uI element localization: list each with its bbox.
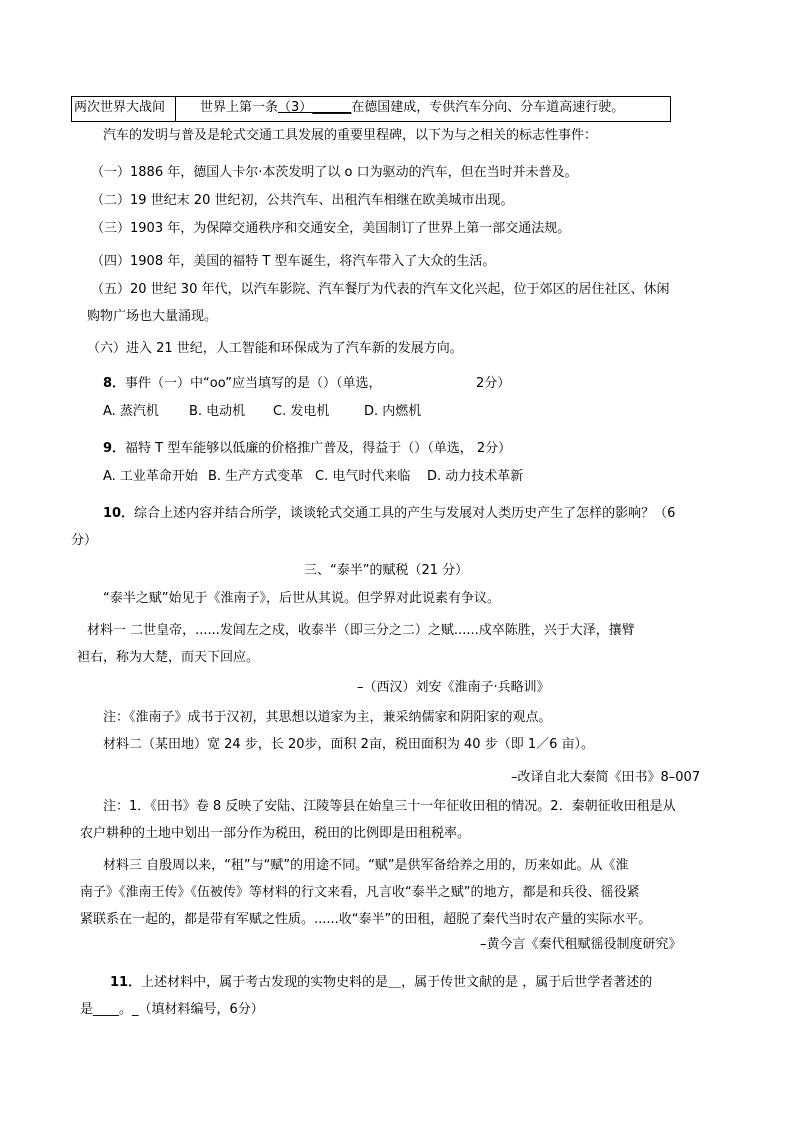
question-11 — [110, 973, 652, 993]
period-cell: 两次世界大战间 — [72, 97, 176, 121]
material-1-line2: 袒右，称为大楚，而天下回应。 — [77, 650, 260, 665]
question-10 — [103, 504, 675, 524]
event-5: （五）20 世纪 30 年代，以汽车影院、汽车餐厅为代表的汽车文化兴起，位于郊区的居住社区、休闲 — [91, 282, 670, 297]
q9-number: 9． — [103, 441, 126, 456]
event-table-row — [71, 96, 671, 122]
event-cell — [200, 97, 624, 119]
q10-number: 10． — [103, 506, 135, 521]
q8-number: 8． — [103, 376, 126, 391]
event-5-cont: 购物广场也大量涌现。 — [87, 309, 218, 324]
q9-option-c: C. 电气时代来临 — [315, 469, 411, 484]
material-2: 材料二（某田地）宽 24 步，长 20步，面积 2亩，税田面积为 40 步（即 1／6 亩）。 — [103, 737, 594, 752]
material-1-line1: 材料一 二世皇帝，......发闾左之戍，收泰半（即三分之二）之赋......戍卒陈胜，兴于大泽，攘臂 — [87, 623, 635, 638]
q11-number: 11． — [110, 975, 142, 990]
q8-option-c: C. 发电机 — [273, 404, 330, 419]
note-2-line1: 注：1．《田书》卷 8 反映了安陆、江陵等县在始皇三十一年征收田租的情况。2．秦朝征收田租是从 — [103, 799, 676, 814]
q10-line1: 综合上述内容并结合所学，谈谈轮式交通工具的产生与发展对人类历史产生了怎样的影响？（6 — [134, 506, 676, 521]
material-3-line3: 紧联系在一起的，都是带有军赋之性质。......收“泰半”的田租，超脱了秦代当时农产量的实际水平。 — [80, 912, 652, 927]
q10-line2: 分） — [71, 533, 98, 548]
material-3-line2: 南子》《淮南王传》《伍被传》等材料的行文来看，凡言收“泰半之赋”的地方，都是和兵役、徭役紧 — [80, 885, 640, 900]
material-1-source: –（西汉）刘安《淮南子·兵略训》 — [357, 680, 550, 695]
q8-stem: 事件（一）中“oo”应当填写的是（）（单选， — [125, 376, 382, 391]
blank-line: ______ — [312, 100, 352, 115]
q11-line2: 是____。_（填材料编号，6分） — [80, 1002, 264, 1017]
material-3-source: –黄今言《秦代租赋徭役制度研究》 — [480, 937, 682, 952]
event-prefix: 世界上第一条 — [200, 100, 279, 115]
note-1: 注：《淮南子》成书于汉初，其思想以道家为主，兼采纳儒家和阴阳家的观点。 — [103, 710, 552, 725]
q9-option-b: B. 生产方式变革 — [208, 469, 304, 484]
section-3-title: 三、“泰半”的赋税（21 分） — [304, 563, 469, 578]
blank-3: （3） — [278, 100, 313, 115]
q8-option-d: D. 内燃机 — [364, 404, 422, 419]
q11-line1: 上述材料中，属于考古发现的实物史料的是＿，属于传世文献的是 ，属于后世学者著述的 — [141, 975, 653, 990]
intro-text: 汽车的发明与普及是轮式交通工具发展的重要里程碑，以下为与之相关的标志性事件： — [103, 128, 598, 143]
question-9 — [103, 439, 511, 459]
section-3-intro: “泰半之赋”始见于《淮南子》，后世从其说。但学界对此说素有争议。 — [103, 591, 500, 606]
event-4: （四）1908 年，美国的福特 T 型车诞生，将汽车带入了大众的生活。 — [91, 254, 496, 269]
q9-option-d: D. 动力技术革新 — [427, 469, 524, 484]
event-3: （三）1903 年，为保障交通秩序和交通安全，美国制订了世界上第一部交通法规。 — [91, 221, 571, 236]
note-2-line2: 农户耕种的土地中划出一部分作为税田，税田的比例即是田租税率。 — [80, 826, 471, 841]
question-8 — [103, 374, 381, 394]
material-3-line1: 材料三 自殷周以来，“租”与“赋”的用途不同。“赋”是供军备给养之用的，历来如此。从《淮 — [103, 858, 629, 873]
q9-option-a: A. 工业革命开始 — [103, 469, 198, 484]
q8-option-b: B. 电动机 — [189, 404, 246, 419]
event-2: （二）19 世纪末 20 世纪初，公共汽车、出租汽车相继在欧美城市出现。 — [91, 193, 514, 208]
q9-stem: 福特 T 型车能够以低廉的价格推广普及，得益于（）（单选， 2分） — [125, 441, 512, 456]
event-suffix: 在德国建成，专供汽车分向、分车道高速行驶。 — [351, 100, 625, 115]
event-6: （六）进入 21 世纪，人工智能和环保成为了汽车新的发展方向。 — [87, 341, 463, 356]
q8-option-a: A. 蒸汽机 — [103, 404, 159, 419]
q8-score: 2分） — [476, 376, 511, 391]
event-1: （一）1886 年，德国人卡尔·本茨发明了以 o 口为驱动的汽车，但在当时并未普及。 — [91, 165, 578, 180]
material-2-source: –改译自北大秦简《田书》8–007 — [511, 770, 701, 785]
